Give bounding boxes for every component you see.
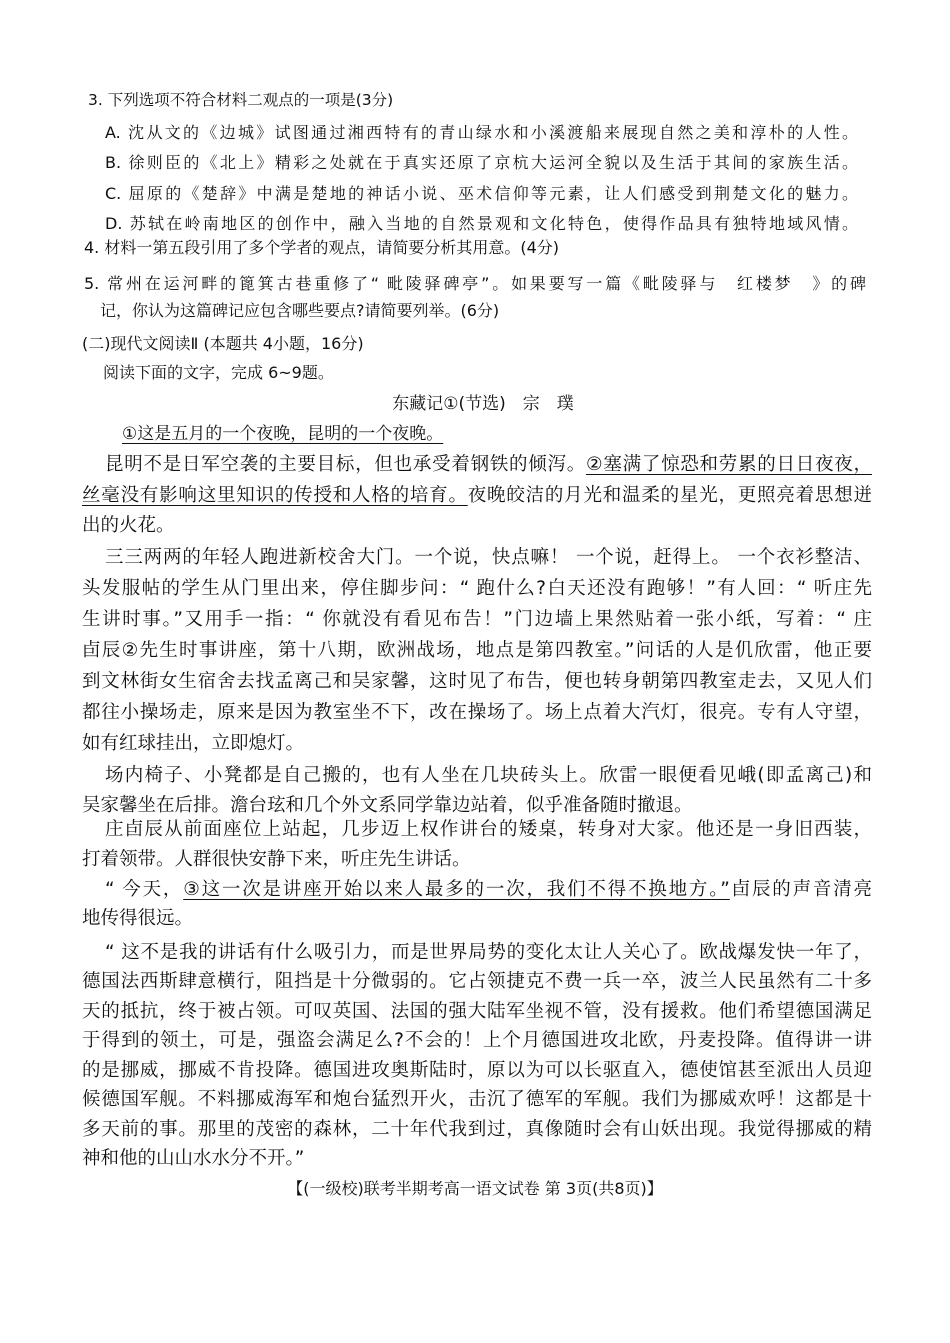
paragraph-line [82, 669, 872, 695]
question-3 [88, 87, 393, 113]
text-segment: 昆明不是日军空袭的主要目标，但也承受着钢铁的倾泻。 [105, 454, 587, 475]
text-segment: 东藏记①(节选) 宗 璞 [392, 394, 574, 414]
paragraph-line [105, 452, 872, 478]
underlined-text: ③这一次是讲座开始以来人最多的一次，我们不得不换地方。” [183, 879, 730, 900]
text-segment: 都往小操场走，原来是因为教室坐不下，改在操场了。场上点着大汽灯，很亮。专有人守望， [82, 702, 872, 723]
underlined-text: 丝毫没有影响这里知识的传授和人格的培育。 [82, 485, 468, 506]
text-segment: 4. 材料一第五段引用了多个学者的观点，请简要分析其用意。(4分) [84, 238, 560, 257]
text-segment: 【(一级校)联考半期考高一语文试卷 第 3页(共8页)】 [287, 1179, 663, 1198]
question-5-cont [100, 298, 499, 324]
paragraph-line [122, 421, 443, 447]
text-segment: 到文林街女生宿舍去找孟离己和吴家馨，这时见了布告，便也转身朝第四教室走去，又见人们 [82, 671, 872, 692]
text-segment: 候德国军舰。不料挪威海军和炮台猛烈开火，击沉了德军的军舰。我们为挪威欢呼！这都是十 [82, 1089, 872, 1110]
paragraph-line [82, 638, 872, 664]
text-segment: B. 徐则臣的《北上》精彩之处就在于真实还原了京杭大运河全貌以及生活于其间的家族生活。 [105, 153, 858, 172]
text-segment: 场内椅子、小凳都是自己搬的，也有人坐在几块砖头上。欣雷一眼便看见峨(即孟离己)和 [105, 765, 872, 786]
paragraph-line [82, 483, 872, 509]
paragraph-line [105, 763, 872, 789]
paragraph-line [82, 1058, 872, 1084]
text-segment: 天的抵抗，终于被占领。可叹英国、法国的强大陆军坐视不管，没有援救。他们希望德国满足 [82, 1001, 872, 1022]
text-segment: 出的火花。 [82, 515, 175, 536]
paragraph-line [82, 731, 304, 757]
text-segment: 阅读下面的文字，完成 6~9题。 [103, 363, 334, 382]
text-segment: 的是挪威，挪威不肯投降。德国进攻奥斯陆时，原以为可以长驱直入，德使馆甚至派出人员迎 [82, 1060, 872, 1081]
article-title [0, 391, 950, 417]
paragraph-line [105, 545, 872, 571]
instruction [103, 360, 334, 386]
text-segment: 记，你认为这篇碑记应包含哪些要点?请简要列举。(6分) [100, 301, 500, 320]
text-segment: 庄卣辰从前面座位上站起，几步迈上权作讲台的矮桌，转身对大家。他还是一身旧西装， [105, 819, 872, 840]
paragraph-line [82, 793, 693, 819]
option-d [105, 211, 858, 237]
paragraph-line [82, 906, 193, 932]
text-segment: 3. 下列选项不符合材料二观点的一项是(3分) [88, 91, 394, 109]
text-segment: 生讲时事。”又用手一指：“ 你就没有看见布告！”门边墙上果然贴着一张小纸，写着：“ 庄 [82, 609, 872, 630]
text-segment: 地传得很远。 [82, 908, 194, 929]
paragraph-line [105, 817, 872, 843]
text-segment: 卣辰的声音清亮 [729, 879, 872, 900]
paragraph-line [82, 1146, 304, 1172]
text-segment: 三三两两的年轻人跑进新校舍大门。一个说，快点嘛！ 一个说，赶得上。 一个衣衫整洁、 [105, 547, 872, 568]
question-4 [84, 235, 559, 261]
section-header [82, 331, 364, 357]
text-segment: 多天前的事。那里的茂密的森林，二十年代我到过，真像随时会有山妖出现。我觉得挪威的精 [82, 1119, 872, 1140]
text-segment: A. 沈从文的《边城》试图通过湘西特有的青山绿水和小溪渡船来展现自然之美和淳朴的人性。 [105, 123, 858, 142]
text-segment: “ 这不是我的讲话有什么吸引力，而是世界局势的变化太让人关心了。欧战爆发快一年了， [105, 942, 872, 963]
paragraph-line [82, 969, 872, 995]
paragraph-line [105, 877, 872, 903]
option-a [105, 120, 858, 146]
paragraph-line [82, 576, 872, 602]
text-segment: D. 苏轼在岭南地区的创作中，融入当地的自然景观和文化特色，使得作品具有独特地域风情。 [105, 214, 858, 233]
paragraph-line [82, 999, 872, 1025]
question-5 [84, 271, 866, 297]
text-segment: 头发服帖的学生从门里出来，停住脚步问：“ 跑什么?白天还没有跑够！”有人回：“ 听庄先 [82, 578, 872, 599]
text-segment: 5. 常州在运河畔的篦箕古巷重修了“ 毗陵驿碑亭”。如果要写一篇《毗陵驿与 红楼梦 》的碑 [84, 274, 866, 293]
paragraph-line [82, 1028, 872, 1054]
text-segment: 神和他的山山水水分不开。” [82, 1148, 305, 1169]
text-segment: 夜晚皎洁的月光和温柔的星光，更照亮着思想迸 [467, 485, 872, 506]
text-segment: C. 屈原的《楚辞》中满是楚地的神话小说、巫术信仰等元素，让人们感受到荆楚文化的魅力。 [105, 184, 858, 203]
text-segment: 卣辰②先生时事讲座，第十八期，欧洲战场，地点是第四教室。”问话的人是仉欣雷，他正要 [82, 640, 872, 661]
text-segment: 于得到的领土，可是，强盗会满足么?不会的！上个月德国进攻北欧，丹麦投降。值得讲一讲 [82, 1030, 872, 1051]
paragraph-line [82, 607, 872, 633]
text-segment: (二)现代文阅读Ⅱ (本题共 4小题，16分) [82, 334, 364, 353]
option-c [105, 181, 858, 207]
text-segment: 打着领带。人群很快安静下来，听庄先生讲话。 [82, 849, 471, 870]
underlined-text: ①这是五月的一个夜晚，昆明的一个夜晚。 [122, 424, 444, 444]
paragraph-line [82, 847, 471, 873]
paragraph-line [105, 940, 872, 966]
text-segment: “ 今天， [105, 879, 184, 900]
underlined-text: ②塞满了惊恐和劳累的日日夜夜， [586, 454, 872, 475]
text-segment: 吴家馨坐在后排。澹台玹和几个外文系同学靠边站着，似乎准备随时撤退。 [82, 795, 693, 816]
option-b [105, 150, 858, 176]
paragraph-line [82, 700, 872, 726]
paragraph-line [82, 1117, 872, 1143]
text-segment: 德国法西斯肆意横行，阻挡是十分微弱的。它占领捷克不费一兵一卒，波兰人民虽然有二十多 [82, 971, 872, 992]
page-footer [0, 1176, 950, 1202]
paragraph-line [82, 1087, 872, 1113]
paragraph-line [82, 513, 175, 539]
text-segment: 如有红球挂出，立即熄灯。 [82, 733, 305, 754]
